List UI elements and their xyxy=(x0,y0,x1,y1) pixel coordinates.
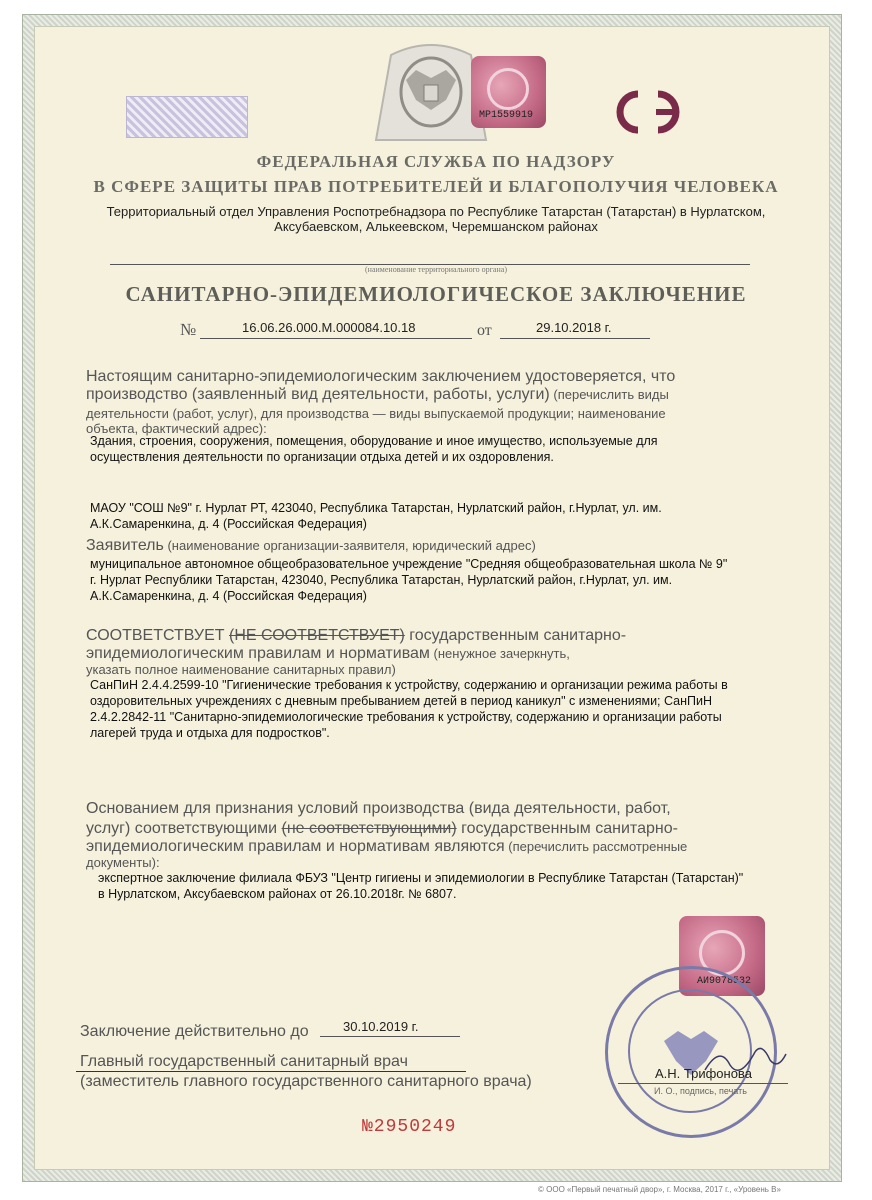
applicant-line2: г. Нурлат Республики Татарстан, 423040, Республика Татарстан, Нурлатский район, г.Нурлат, ул. им. xyxy=(90,573,673,587)
intro-line2-small: (перечислить виды xyxy=(549,387,669,402)
date-underline xyxy=(500,338,650,339)
basis-line2-a: услуг) соответствующими xyxy=(86,820,282,837)
signatory-title-line1: Главный государственный санитарный врач xyxy=(80,1053,408,1070)
date-label: от xyxy=(477,322,492,339)
conformity-line3: указать полное наименование санитарных правил) xyxy=(86,662,396,677)
basis-line3 xyxy=(86,838,687,856)
top-hologram xyxy=(471,56,546,128)
conformity-line2-big: эпидемиологическим правилам и нормативам xyxy=(86,645,430,662)
applicant-line3: А.К.Самаренкина, д. 4 (Российская Федерация) xyxy=(90,589,367,603)
conformity-line2-small: (ненужное зачеркнуть, xyxy=(429,646,570,661)
basis-doc-line2: в Нурлатском, Аксубаевском районах от 26.10.2018г. № 6807. xyxy=(98,887,457,901)
basis-line3-big: эпидемиологическим правилам и нормативам являются xyxy=(86,838,505,855)
applicant-caption: (наименование организации-заявителя, юридический адрес) xyxy=(163,538,536,553)
service-title-line1: ФЕДЕРАЛЬНАЯ СЛУЖБА ПО НАДЗОРУ xyxy=(256,152,616,171)
rules-line4: лагерей труда и отдыха для подростков". xyxy=(90,726,330,740)
applicant-label: Заявитель xyxy=(86,537,164,554)
rules-line1: СанПиН 2.4.4.2599-10 "Гигиенические требования к устройству, содержанию и организации режима работы в xyxy=(90,678,728,692)
basis-line4: документы): xyxy=(86,855,160,870)
certificate-number: 16.06.26.000.М.000084.10.18 xyxy=(242,320,416,335)
signature-caption: И. О., подпись, печать xyxy=(654,1086,747,1096)
intro-line2 xyxy=(86,386,669,404)
bottom-hologram-code: АИ9078532 xyxy=(697,976,752,987)
applicant-line1: муниципальное автономное общеобразовательное учреждение "Средняя общеобразовательная школа № 9" xyxy=(90,557,728,571)
conformity-logo-icon xyxy=(612,88,688,136)
address-line2: А.К.Самаренкина, д. 4 (Российская Федерация) xyxy=(90,517,367,531)
department-line1: Территориальный отдел Управления Роспотребнадзора по Республике Татарстан (Татарстан) в Нурлатском, xyxy=(106,204,766,219)
conformity-line2 xyxy=(86,645,570,663)
object-line1: Здания, строения, сооружения, помещения, оборудование и иное имущество, используемые для xyxy=(90,434,658,448)
validity-label: Заключение действительно до xyxy=(80,1023,309,1040)
security-pattern xyxy=(126,96,248,138)
conformity-no-struck: (НЕ СООТВЕТСТВУЕТ) xyxy=(228,627,405,644)
department-line2: Аксубаевском, Алькеевском, Черемшанском районах xyxy=(274,219,598,234)
number-underline xyxy=(200,338,472,339)
signatory-title-line2: (заместитель главного государственного санитарного врача) xyxy=(80,1073,532,1090)
top-hologram-code: МР1559919 xyxy=(479,110,534,121)
intro-line2-big: производство (заявленный вид деятельности, работы, услуги) xyxy=(86,386,550,403)
basis-doc-line1: экспертное заключение филиала ФБУЗ "Центр гигиены и эпидемиологии в Республике Татарстан (Татарстан)" xyxy=(98,871,744,885)
signatory-name: А.Н. Трифонова xyxy=(655,1066,752,1081)
certificate-title: САНИТАРНО-ЭПИДЕМИОЛОГИЧЕСКОЕ ЗАКЛЮЧЕНИЕ xyxy=(125,282,747,306)
validity-date: 30.10.2019 г. xyxy=(343,1019,419,1034)
basis-line2 xyxy=(86,820,678,838)
applicant-heading xyxy=(86,537,536,555)
conformity-rest: государственным санитарно- xyxy=(404,627,627,644)
conformity-line1 xyxy=(86,627,626,645)
intro-line1: Настоящим санитарно-эпидемиологическим заключением удостоверяется, что xyxy=(86,368,676,385)
rules-line2: оздоровительных учреждениях с дневным пребыванием детей в период каникул" с изменениями; СанПиН xyxy=(90,694,713,708)
intro-line4: объекта, фактический адрес): xyxy=(86,421,267,436)
basis-line3-small: (перечислить рассмотренные xyxy=(504,839,688,854)
printer-footer: © ООО «Первый печатный двор», г. Москва, 2017 г., «Уровень В» xyxy=(538,1185,781,1194)
address-line1: МАОУ "СОШ №9" г. Нурлат РТ, 423040, Республика Татарстан, Нурлатский район, г.Нурлат, ул. им. xyxy=(90,501,662,515)
conformity-yes: СООТВЕТСТВУЕТ xyxy=(86,627,229,644)
department-caption: (наименование территориального органа) xyxy=(365,265,507,274)
signatory-underline xyxy=(76,1071,466,1072)
signature-underline xyxy=(618,1083,788,1084)
basis-line1: Основанием для признания условий производства (вида деятельности, работ, xyxy=(86,800,671,817)
number-label: № xyxy=(180,320,197,339)
certificate-date: 29.10.2018 г. xyxy=(536,320,612,335)
basis-struck: (не соответствующими) xyxy=(281,820,457,837)
object-line2: осуществления деятельности по организации отдыха детей и их оздоровления. xyxy=(90,450,554,464)
serial-number: №2950249 xyxy=(362,1117,457,1137)
validity-underline xyxy=(320,1036,460,1037)
service-title-line2: В СФЕРЕ ЗАЩИТЫ ПРАВ ПОТРЕБИТЕЛЕЙ И БЛАГОПОЛУЧИЯ ЧЕЛОВЕКА xyxy=(93,177,779,196)
basis-line2-b: государственным санитарно- xyxy=(456,820,678,837)
intro-line3: деятельности (работ, услуг), для производства — виды выпускаемой продукции; наименование xyxy=(86,406,666,421)
rules-line3: 2.4.2.2842-11 "Санитарно-эпидемиологические требования к устройству, содержанию и организации работы xyxy=(90,710,722,724)
